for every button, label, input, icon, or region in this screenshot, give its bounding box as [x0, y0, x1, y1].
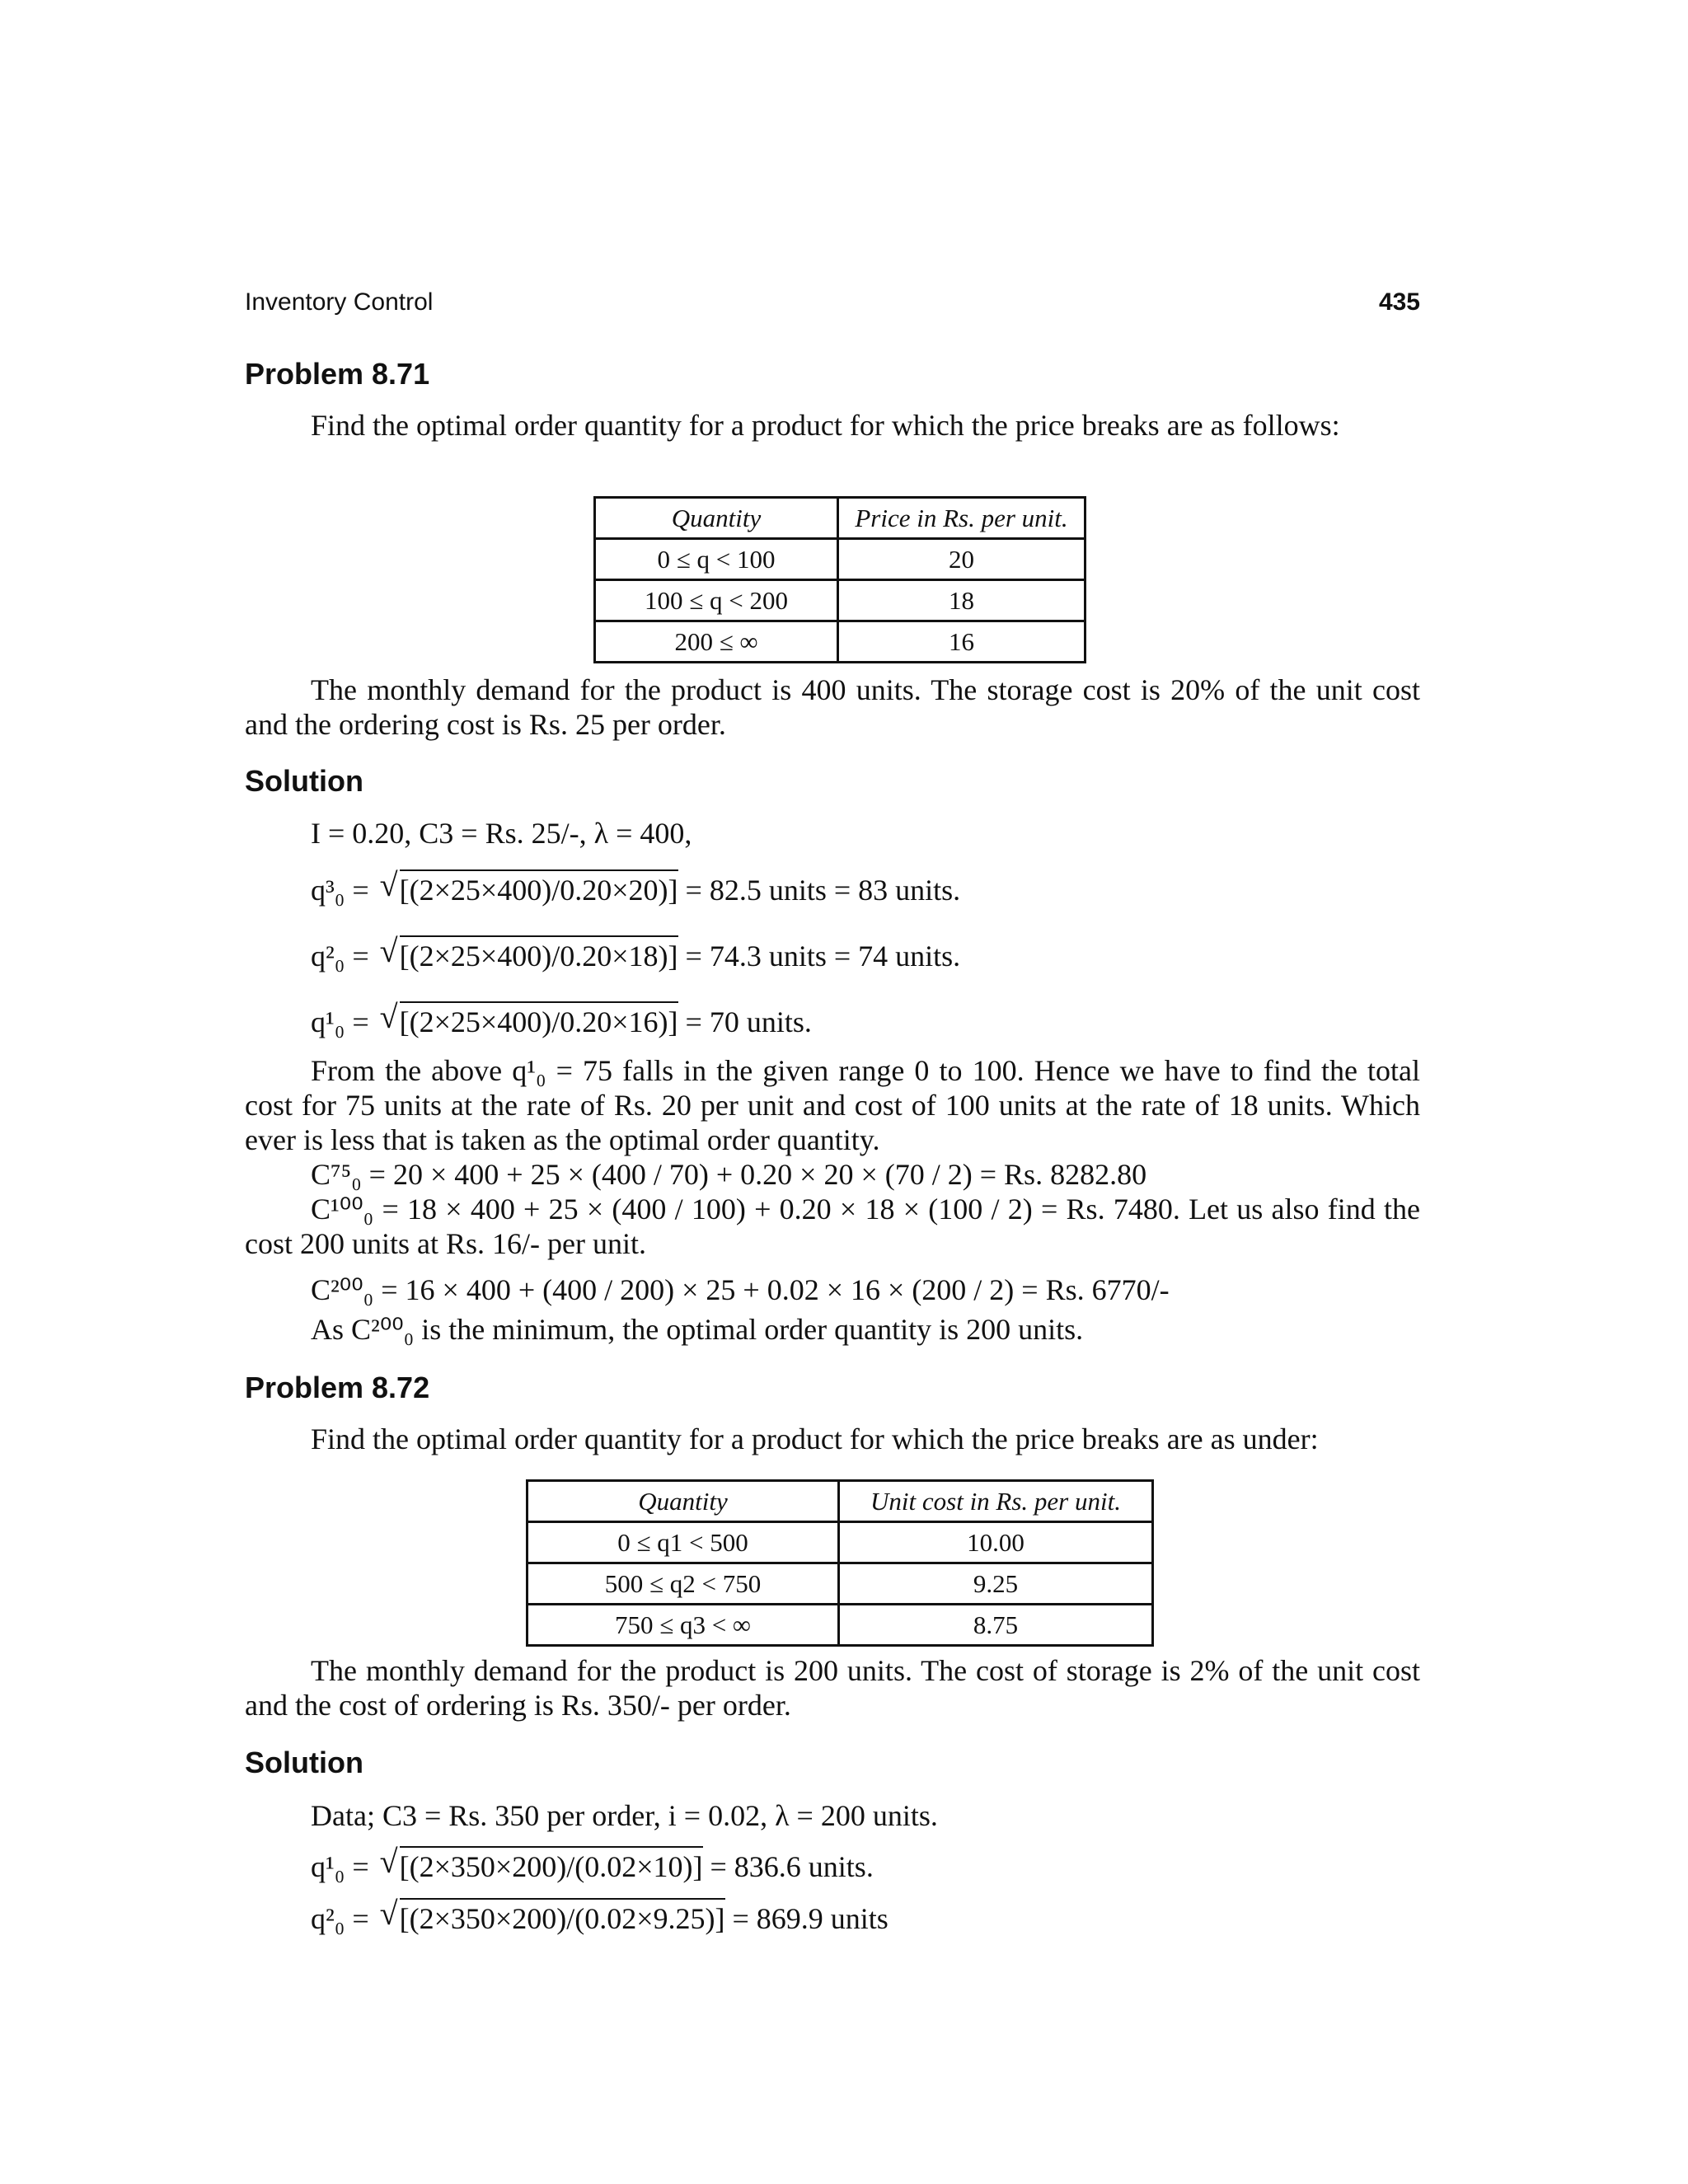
equation-rhs: = 836.6 units. — [710, 1850, 874, 1883]
table-header-cell: Price in Rs. per unit. — [838, 498, 1085, 539]
equation-rhs: = 70 units. — [685, 1005, 812, 1038]
table-cell: 18 — [838, 580, 1085, 621]
problem-statement: Find the optimal order quantity for a product for which the price breaks are as under: — [311, 1422, 1319, 1455]
radicand: [(2×25×400)/0.20×20)] — [400, 869, 678, 907]
equation-lhs: q¹₀ = — [311, 1005, 369, 1038]
solution-heading: Solution — [245, 1746, 363, 1779]
equation — [311, 1895, 889, 1936]
running-title: Inventory Control — [245, 288, 434, 316]
table-cell: 500 ≤ q2 < 750 — [528, 1563, 839, 1605]
radicand: [(2×350×200)/(0.02×10)] — [400, 1846, 703, 1884]
equation-rhs: = 74.3 units = 74 units. — [685, 940, 961, 972]
price-break-table — [526, 1479, 1154, 1647]
table-header-cell: Quantity — [595, 498, 838, 539]
equation-lhs: q²₀ = — [311, 940, 369, 972]
equation-lhs: q³₀ = — [311, 874, 369, 907]
table-row — [528, 1605, 1153, 1646]
table-header-row — [595, 498, 1085, 539]
problem-heading: Problem 8.71 — [245, 357, 430, 391]
radical-sign-icon: √ — [379, 1843, 398, 1880]
table-cell: 8.75 — [839, 1605, 1153, 1646]
givens: Data; C3 = Rs. 350 per order, i = 0.02, λ = 200 units. — [311, 1799, 938, 1832]
problem-statement: Find the optimal order quantity for a product for which the price breaks are as follows: — [311, 409, 1340, 442]
problem-conditions: The monthly demand for the product is 200 units. The cost of storage is 2% of the unit cost and the cost of ordering is Rs. 350/- per order. — [245, 1654, 1420, 1722]
cost-200: C²⁰⁰₀ = 16 × 400 + (400 / 200) × 25 + 0.02 × 16 × (200 / 2) = Rs. 6770/- — [311, 1273, 1170, 1306]
radical-sign-icon: √ — [379, 998, 398, 1035]
square-root — [379, 1843, 703, 1884]
page-number: 435 — [1378, 288, 1420, 316]
table-cell: 0 ≤ q < 100 — [595, 539, 838, 580]
discussion-paragraph: From the above q¹₀ = 75 falls in the given range 0 to 100. Hence we have to find the total cost for 75 units at the rate of Rs. 20 per unit and cost of 100 units at the rate of 18 units. Which ever is less that is taken as the optimal order quantity. — [245, 1054, 1420, 1156]
radicand: [(2×25×400)/0.20×16)] — [400, 1001, 678, 1039]
square-root — [379, 1895, 725, 1936]
table-cell: 9.25 — [839, 1563, 1153, 1605]
solution-heading: Solution — [245, 764, 363, 798]
equation-rhs: = 82.5 units = 83 units. — [685, 874, 961, 907]
equation — [311, 998, 812, 1039]
table-row — [595, 539, 1085, 580]
price-break-table — [593, 496, 1086, 663]
table-cell: 10.00 — [839, 1522, 1153, 1563]
square-root — [379, 998, 678, 1039]
problem-conditions: The monthly demand for the product is 400 units. The storage cost is 20% of the unit cost and the ordering cost is Rs. 25 per order. — [245, 673, 1420, 741]
square-root — [379, 866, 678, 907]
radicand: [(2×25×400)/0.20×18)] — [400, 935, 678, 973]
cost-75: C⁷⁵₀ = 20 × 400 + 25 × (400 / 70) + 0.20 × 20 × (70 / 2) = Rs. 8282.80 — [311, 1158, 1147, 1191]
table-header-cell: Unit cost in Rs. per unit. — [839, 1481, 1153, 1522]
problem-heading: Problem 8.72 — [245, 1371, 430, 1404]
givens: I = 0.20, C3 = Rs. 25/-, λ = 400, — [311, 817, 692, 850]
equation-lhs: q¹₀ = — [311, 1850, 369, 1883]
equation — [311, 1843, 874, 1884]
radical-sign-icon: √ — [379, 932, 398, 969]
cost-100: C¹⁰⁰₀ = 18 × 400 + 25 × (400 / 100) + 0.20 × 18 × (100 / 2) = Rs. 7480. Let us also find the cost 200 units at Rs. 16/- per unit. — [245, 1193, 1420, 1260]
equation — [311, 866, 961, 907]
equation — [311, 932, 961, 973]
table-cell: 200 ≤ ∞ — [595, 621, 838, 663]
page-header — [245, 288, 1420, 325]
equation-lhs: q²₀ = — [311, 1902, 369, 1935]
square-root — [379, 932, 678, 973]
radical-sign-icon: √ — [379, 866, 398, 903]
table-header-cell: Quantity — [528, 1481, 839, 1522]
radical-sign-icon: √ — [379, 1895, 398, 1932]
table-cell: 0 ≤ q1 < 500 — [528, 1522, 839, 1563]
conclusion: As C²⁰⁰₀ is the minimum, the optimal order quantity is 200 units. — [311, 1313, 1084, 1346]
table-cell: 750 ≤ q3 < ∞ — [528, 1605, 839, 1646]
table-row — [528, 1522, 1153, 1563]
radicand: [(2×350×200)/(0.02×9.25)] — [400, 1898, 725, 1936]
table-cell: 100 ≤ q < 200 — [595, 580, 838, 621]
table-header-row — [528, 1481, 1153, 1522]
table-row — [528, 1563, 1153, 1605]
equation-rhs: = 869.9 units — [732, 1902, 889, 1935]
table-row — [595, 580, 1085, 621]
table-cell: 16 — [838, 621, 1085, 663]
table-cell: 20 — [838, 539, 1085, 580]
table-row — [595, 621, 1085, 663]
